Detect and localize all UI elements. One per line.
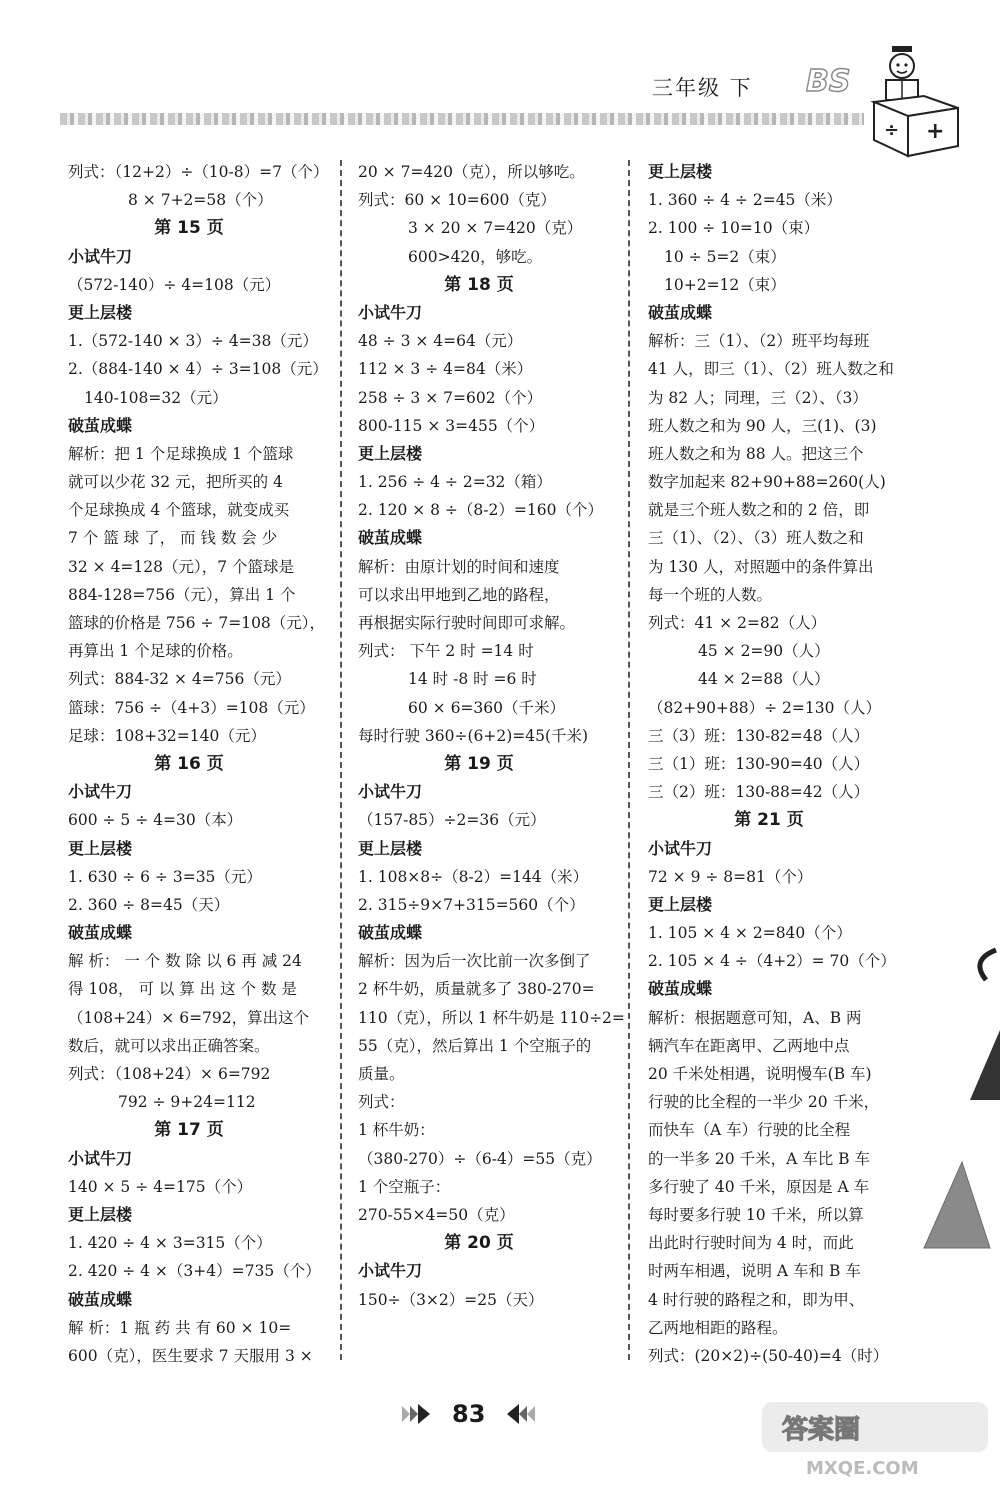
answer-line: 三（3）班：130-82=48（人） xyxy=(648,726,870,745)
answer-line: 150÷（3×2）=25（天） xyxy=(358,1290,544,1309)
answer-line: 8 × 7+2=58（个） xyxy=(128,191,273,210)
answer-line: （572-140）÷ 4=108（元） xyxy=(68,275,281,294)
answer-line: 884-128=756（元），算出 1 个 xyxy=(68,585,296,604)
answer-column-2 xyxy=(358,158,625,1314)
answer-line: 列式：884-32 × 4=756（元） xyxy=(68,670,291,689)
answer-line: 可以求出甲地到乙地的路程， xyxy=(358,585,560,604)
answer-line: 多行驶了 40 千米，原因是 A 车 xyxy=(648,1177,870,1196)
page-heading: 第 18 页 xyxy=(444,274,514,295)
section-heading: 更上层楼 xyxy=(648,162,713,181)
answer-line: 出此时行驶时间为 4 时，而此 xyxy=(648,1234,854,1253)
section-heading: 更上层楼 xyxy=(68,1204,133,1224)
answer-line: 2. 100 ÷ 10=10（束） xyxy=(648,219,820,238)
answer-line: 72 × 9 ÷ 8=81（个） xyxy=(648,867,813,886)
page-heading: 第 17 页 xyxy=(154,1120,224,1141)
section-heading: 更上层楼 xyxy=(68,838,133,858)
answer-line: 班人数之和为 88 人。把这三个 xyxy=(648,444,864,463)
page-footer xyxy=(400,1400,537,1428)
answer-line: 解析：根据题意可知，A、B 两 xyxy=(648,1008,862,1027)
svg-text:÷: ÷ xyxy=(884,120,900,141)
answer-line: 篮球的价格是 756 ÷ 7=108（元）， xyxy=(68,614,326,632)
answer-line: 列式：(20×2)÷(50-40)=4（时） xyxy=(648,1346,889,1365)
answer-line: 14 时 -8 时 =6 时 xyxy=(408,670,537,689)
answer-line: 行驶的比全程的一半少 20 千米， xyxy=(648,1093,880,1112)
answer-line: 1. 105 × 4 × 2=840（个） xyxy=(648,924,852,943)
answer-line: 32 × 4=128（元），7 个篮球是 xyxy=(68,557,295,576)
answer-line: 1. 360 ÷ 4 ÷ 2=45（米） xyxy=(648,191,842,210)
answer-line: 列式： xyxy=(358,1093,405,1112)
answer-line: 60 × 6=360（千米） xyxy=(408,698,565,717)
answer-line: （380-270）÷（6-4）=55（克） xyxy=(358,1149,602,1168)
answer-line: 数字加起来 82+90+88=260(人) xyxy=(648,473,886,492)
answer-line: 2. 105 × 4 ÷（4+2）= 70（个） xyxy=(648,952,896,971)
triangle-decoration-icon xyxy=(922,1160,992,1250)
section-heading: 破茧成蝶 xyxy=(648,302,713,322)
answer-line: 解析：把 1 个足球换成 1 个篮球 xyxy=(68,444,294,463)
answer-line: 270-55×4=50（克） xyxy=(358,1205,515,1224)
answer-line: 258 ÷ 3 × 7=602（个） xyxy=(358,388,543,407)
section-heading: 破茧成蝶 xyxy=(358,923,423,943)
answer-line: 20 × 7=420（克），所以够吃。 xyxy=(358,163,585,181)
answer-line: 2 杯牛奶，质量就多了 380-270= xyxy=(358,980,595,999)
answer-line: 班人数之和为 90 人，三(1)、(3) xyxy=(648,416,877,435)
arrow-right-icon xyxy=(400,1402,438,1426)
answer-line: 7 个 篮 球 了， 而 钱 数 会 少 xyxy=(68,529,278,548)
answer-line: 800-115 × 3=455（个） xyxy=(358,416,545,435)
header-title: 三年级 下 xyxy=(652,76,753,100)
answer-line: 140 × 5 ÷ 4=175（个） xyxy=(68,1177,253,1196)
answer-line: 的一半多 20 千米，A 车比 B 车 xyxy=(648,1149,870,1168)
section-heading: 破茧成蝶 xyxy=(68,415,133,435)
answer-line: 每时行驶 360÷(6+2)=45(千米) xyxy=(358,726,589,745)
answer-line: 1. 420 ÷ 4 × 3=315（个） xyxy=(68,1234,272,1253)
section-heading: 小试牛刀 xyxy=(68,782,133,802)
answer-line: 解 析： 一 个 数 除 以 6 再 减 24 xyxy=(68,952,302,971)
watermark-brand: 答案圈 xyxy=(782,1415,861,1445)
answer-line: 112 × 3 ÷ 4=84（米） xyxy=(358,360,533,379)
answer-line: 4 时行驶的路程之和，即为甲、 xyxy=(648,1290,865,1309)
answer-line: 792 ÷ 9+24=112 xyxy=(118,1093,256,1112)
answer-line: 三（1）、（2）、（3）班人数之和 xyxy=(648,529,864,548)
series-tag: BS xyxy=(806,64,851,99)
answer-line: 1 个空瓶子： xyxy=(358,1177,451,1196)
section-heading: 更上层楼 xyxy=(358,838,423,858)
section-heading: 破茧成蝶 xyxy=(648,979,713,999)
answer-line: 解析：三（1）、（2）班平均每班 xyxy=(648,332,870,351)
answer-line: 再算出 1 个足球的价格。 xyxy=(68,642,243,661)
answer-line: 时两车相遇，说明 A 车和 B 车 xyxy=(648,1262,861,1281)
section-heading: 破茧成蝶 xyxy=(358,528,423,548)
answer-line: 数后，就可以求出正确答案。 xyxy=(68,1036,270,1055)
answer-line: 三（2）班：130-88=42（人） xyxy=(648,783,870,802)
answer-line: 每一个班的人数。 xyxy=(648,585,773,604)
answer-line: 足球：108+32=140（元） xyxy=(68,726,266,745)
answer-line: 列式：60 × 10=600（克） xyxy=(358,191,556,210)
edge-decoration xyxy=(960,940,1000,1140)
answer-line: 乙两地相距的路程。 xyxy=(648,1318,788,1337)
section-heading: 小试牛刀 xyxy=(68,1148,133,1168)
answer-line: 解 析：1 瓶 药 共 有 60 × 10= xyxy=(68,1318,292,1337)
answer-line: 辆汽车在距离甲、乙两地中点 xyxy=(648,1036,850,1055)
answer-line: 20 千米处相遇，说明慢车(B 车) xyxy=(648,1065,872,1083)
section-heading: 破茧成蝶 xyxy=(68,1289,133,1309)
answer-line: 1. 630 ÷ 6 ÷ 3=35（元） xyxy=(68,867,262,886)
answer-line: （157-85）÷2=36（元） xyxy=(358,811,546,830)
arrow-left-icon xyxy=(499,1402,537,1426)
answer-line: 三（1）班：130-90=40（人） xyxy=(648,754,870,773)
column-divider xyxy=(628,160,630,1360)
answer-line: （108+24）× 6=792，算出这个 xyxy=(68,1008,310,1027)
answer-line: 2. 360 ÷ 8=45（天） xyxy=(68,895,230,914)
answer-line: 140-108=32（元） xyxy=(84,388,228,407)
answer-line: 质量。 xyxy=(358,1065,405,1083)
answer-line: 为 82 人；同理，三（2）、（3） xyxy=(648,388,868,407)
section-heading: 小试牛刀 xyxy=(68,246,133,266)
header-decor-band xyxy=(60,113,864,125)
answer-line: 2.（884-140 × 4）÷ 3=108（元） xyxy=(68,360,328,379)
section-heading: 小试牛刀 xyxy=(648,838,713,858)
answer-line: 为 130 人，对照题中的条件算出 xyxy=(648,557,874,576)
answer-line: 列式：41 × 2=82（人） xyxy=(648,614,827,632)
section-heading: 小试牛刀 xyxy=(358,782,423,802)
section-heading: 小试牛刀 xyxy=(358,302,423,322)
column-divider xyxy=(340,160,342,1360)
answer-line: 列式： 下午 2 时 =14 时 xyxy=(358,642,534,661)
answer-line: 就是三个班人数之和的 2 倍，即 xyxy=(648,501,870,520)
section-heading: 更上层楼 xyxy=(68,302,133,322)
answer-line: 600>420，够吃。 xyxy=(408,247,543,266)
answer-line: 48 ÷ 3 × 4=64（元） xyxy=(358,332,523,351)
answer-line: 2. 120 × 8 ÷（8-2）=160（个） xyxy=(358,501,603,520)
answer-line: 55（克），然后算出 1 个空瓶子的 xyxy=(358,1036,592,1055)
answer-line: 解析：因为后一次比前一次多倒了 xyxy=(358,952,591,971)
answer-line: 600（克），医生要求 7 天服用 3 × xyxy=(68,1346,313,1365)
page-heading: 第 15 页 xyxy=(154,218,224,239)
answer-line: 1. 256 ÷ 4 ÷ 2=32（箱） xyxy=(358,473,552,492)
answer-line: 1 杯牛奶： xyxy=(358,1121,435,1140)
answer-line: 再根据实际行驶时间即可求解。 xyxy=(358,614,576,632)
page-number: 83 xyxy=(452,1400,486,1428)
answer-line: 2. 420 ÷ 4 ×（3+4）=735（个） xyxy=(68,1262,321,1281)
answer-line: 列式：（12+2）÷（10-8）=7（个） xyxy=(68,163,329,181)
answer-column-1 xyxy=(68,158,330,1370)
answer-line: 得 108， 可 以 算 出 这 个 数 是 xyxy=(68,980,297,999)
answer-line: 1. 108×8÷（8-2）=144（米） xyxy=(358,867,589,886)
section-heading: 更上层楼 xyxy=(358,443,423,463)
page-heading: 第 16 页 xyxy=(154,753,224,774)
page-heading: 第 19 页 xyxy=(444,753,514,774)
answer-line: 篮球：756 ÷（4+3）=108（元） xyxy=(68,698,315,717)
watermark-logo xyxy=(760,1400,990,1480)
watermark-url: MXQE.COM xyxy=(806,1458,919,1479)
page-heading: 第 21 页 xyxy=(734,810,804,831)
answer-line: 110（克），所以 1 杯牛奶是 110÷2= xyxy=(358,1008,625,1027)
answer-column-3 xyxy=(648,158,910,1370)
answer-line: 41 人，即三（1）、（2）班人数之和 xyxy=(648,360,894,379)
section-heading: 更上层楼 xyxy=(648,894,713,914)
answer-line: 44 × 2=88（人） xyxy=(698,670,830,689)
answer-line: 每时要多行驶 10 千米，所以算 xyxy=(648,1205,864,1224)
answer-line: 而快车（A 车）行驶的比全程 xyxy=(648,1121,851,1140)
svg-text:+: + xyxy=(926,119,945,144)
answer-line: 3 × 20 × 7=420（克） xyxy=(408,219,583,238)
answer-line: 45 × 2=90（人） xyxy=(698,642,830,661)
answer-line: 10 ÷ 5=2（束） xyxy=(664,247,786,266)
page-heading: 第 20 页 xyxy=(444,1233,514,1254)
section-heading: 破茧成蝶 xyxy=(68,923,133,943)
answer-line: 列式：（108+24）× 6=792 xyxy=(68,1065,271,1083)
answer-line: 解析：由原计划的时间和速度 xyxy=(358,557,560,576)
answer-line: 1.（572-140 × 3）÷ 4=38（元） xyxy=(68,332,318,351)
section-heading: 小试牛刀 xyxy=(358,1261,423,1281)
answer-line: 个足球换成 4 个篮球，就变成买 xyxy=(68,501,290,520)
answer-line: （82+90+88）÷ 2=130（人） xyxy=(648,698,881,717)
answer-line: 600 ÷ 5 ÷ 4=30（本） xyxy=(68,811,243,830)
answer-line: 10+2=12（束） xyxy=(664,275,786,294)
mascot-reading-box-icon xyxy=(866,40,962,160)
answer-line: 就可以少花 32 元，把所买的 4 xyxy=(68,473,283,492)
answer-line: 2. 315÷9×7+315=560（个） xyxy=(358,895,585,914)
